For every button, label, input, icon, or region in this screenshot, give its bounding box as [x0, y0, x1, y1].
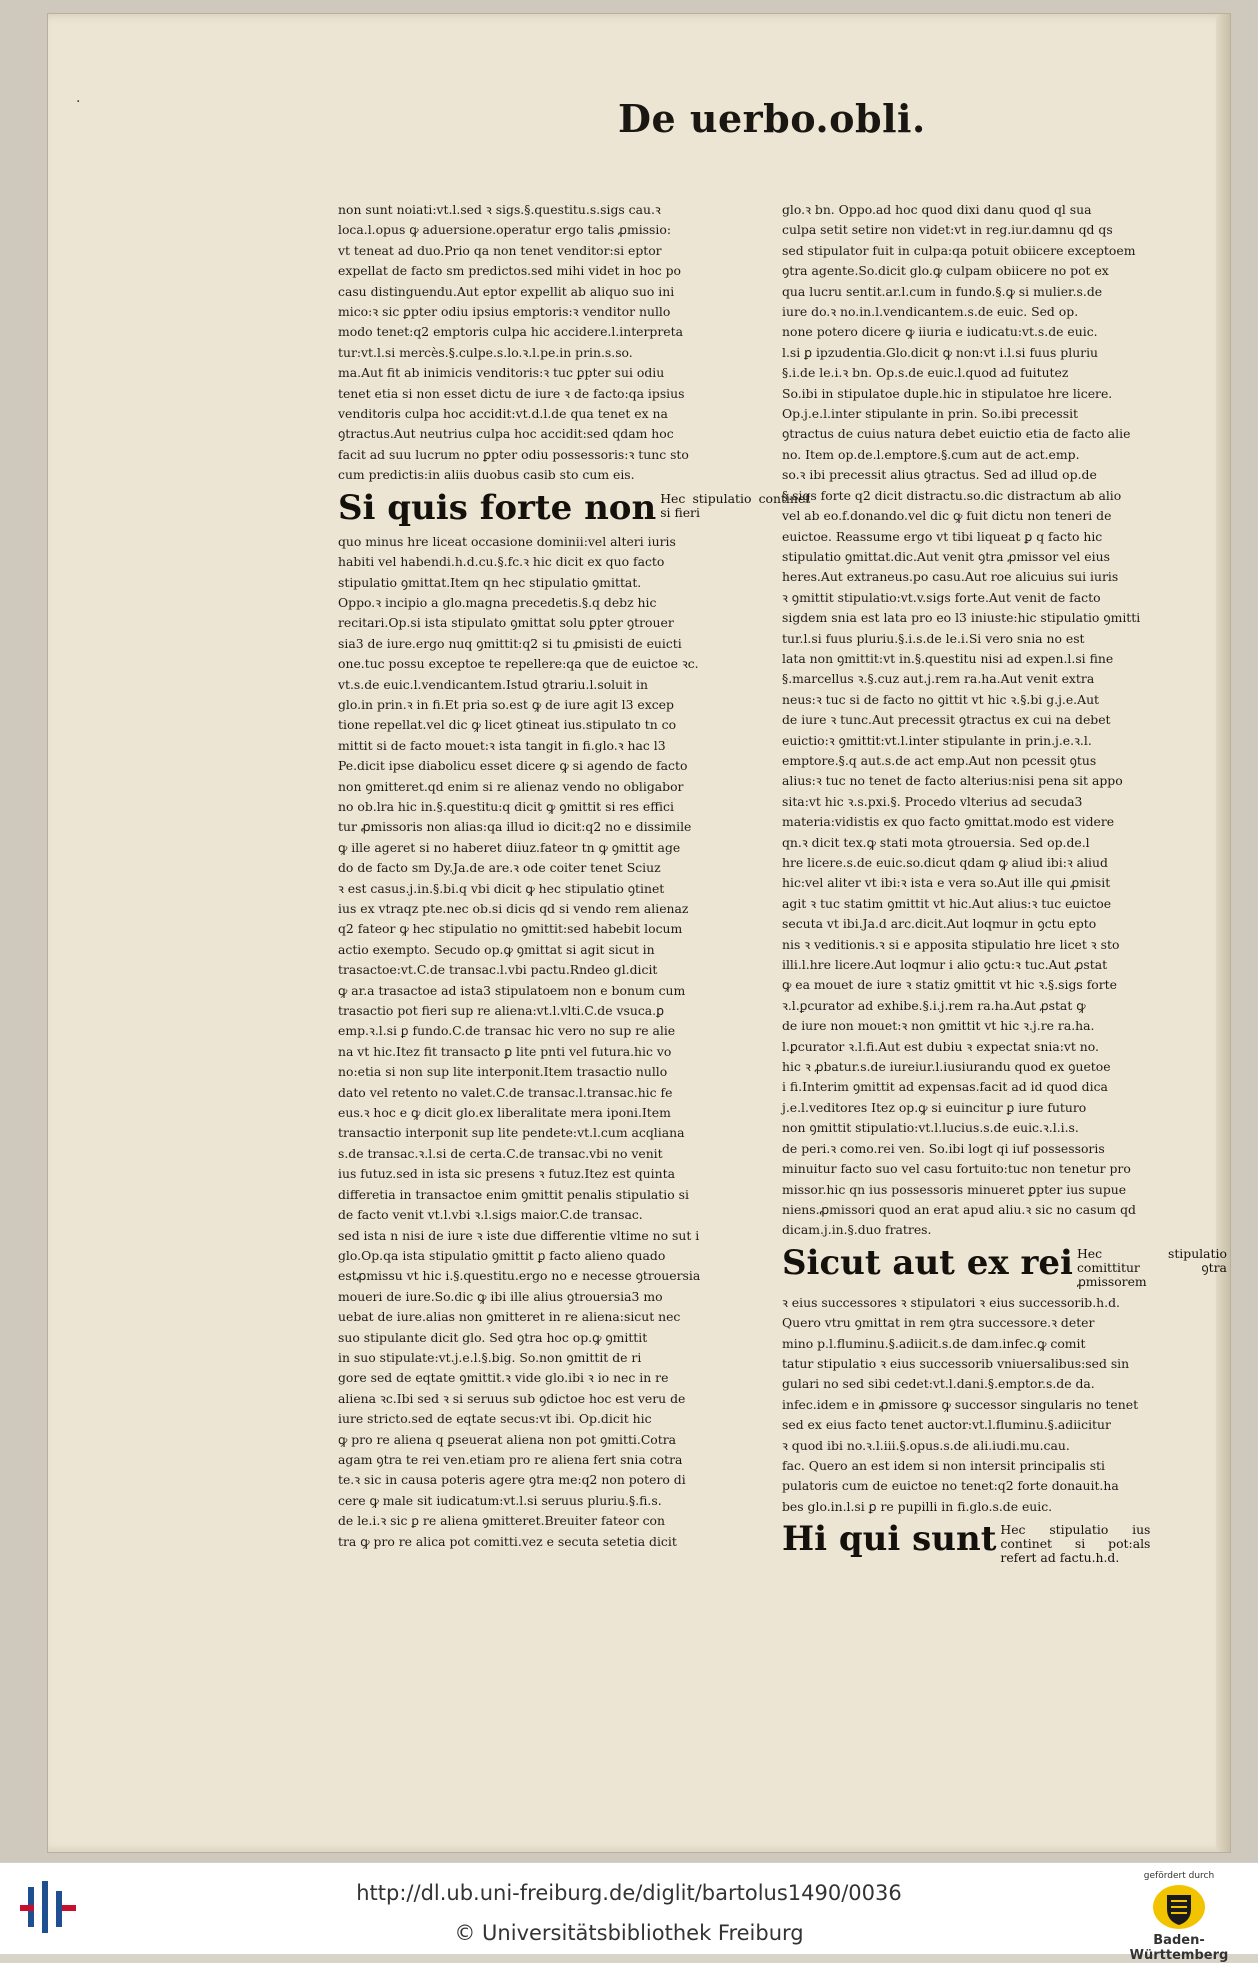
page-edge	[1216, 14, 1230, 1852]
heading-text: Sicut aut ex rei	[782, 1242, 1073, 1283]
section-heading-sicut	[782, 1242, 1227, 1289]
heading-note: Hec stipulatio ius continet si pot:als refert ad factu.h.d.	[1000, 1522, 1151, 1566]
left-text-block-1: non sunt noiati:vt.l.sed ꝛ sigs.§.questitu.s.sigs cau.ꝛ loca.l.opus ꝙ aduersione.operatur ergo talis ꝓmissio: vt teneat ad duo.Prio qa non tenet venditor:si eptor expellat de facto sm predictos.sed mihi videt in hoc po casu distinguendu.Aut eptor expellit ab aliquo suo ini mico:ꝛ sic ꝑpter odiu ipsius emptoris:ꝛ venditor nullo modo tenet:q2 emptoris culpa hic accidere.l.interpreta tur:vt.l.si mercès.§.culpe.s.lo.ꝛ.l.pe.in prin.s.so. ma.Aut fit ab inimicis venditoris:ꝛ tuc ꝑpter sui odiu tenet etia si non esset dictu de iure ꝛ de facto:qa ipsius venditoris culpa hoc accidit:vt.d.l.de qua tenet ex na ꝯtractus.Aut neutrius culpa hoc accidit:sed qdam hoc facit ad suu lucrum no ꝑpter odiu possessoris:ꝛ tunc sto cum predictis:in aliis duobus casib sto cum eis.	[338, 202, 689, 483]
heading-note: Hec stipulatio continet si fieri	[660, 490, 811, 520]
permalink-url[interactable]: http://dl.ub.uni-freiburg.de/diglit/bartolus1490/0036	[356, 1881, 902, 1905]
right-column	[782, 200, 1227, 1569]
running-title: De uerbo.obli.	[618, 96, 926, 141]
margin-mark: ·	[76, 94, 81, 110]
viewer-footer	[0, 1862, 1258, 1963]
funder-badge	[1114, 1871, 1244, 1963]
section-heading-hi-qui	[782, 1519, 1202, 1565]
left-text-block-2: quo minus hre liceat occasione dominii:vel alteri iuris habiti vel habendi.h.d.cu.§.fc.ꝛ hic dicit ex quo facto stipulatio ꝯmittat.Item qn hec stipulatio ꝯmittat. Oppo.ꝛ incipio a glo.magna precedetis.§.q debz hic recitari.Op.si ista stipulato ꝯmittat solu ꝑpter ꝯtrouer sia3 de iure.ergo nuq ꝯmittit:q2 si tu ꝓmisisti de euicti one.tuc possu exceptoe te repellere:qa que de euictoe ꝛc. vt.s.de euic.l.vendicantem.Istud ꝯtrariu.l.soluit in glo.in prin.ꝛ in fi.Et pria so.est ꝙ de iure agit l3 excep tione repellat.vel dic ꝙ licet ꝯtineat ius.stipulato tn co mittit si de facto mouet:ꝛ ista tangit in fi.glo.ꝛ hac l3 Pe.dicit ipse diabolicu esset dicere ꝙ si agendo de facto non ꝯmitteret.qd enim si re alienaz vendo no obligabor no ob.lra hic in.§.questitu:q dicit ꝙ ꝯmittit si res effici tur ꝓmissoris non alias:qa illud io dicit:q2 no e dissimile ꝙ ille ageret si no haberet diiuz.fateor tn ꝙ ꝯmittit age do de facto sm Dy.Ja.de are.ꝛ ode coiter tenet Sciuz ꝛ est casus.j.in.§.bi.q vbi dicit ꝙ hec stipulatio ꝯtinet ius ex vtraqz pte.nec ob.si dicis qd si vendo rem alienaz q2 fateor ꝙ hec stipulatio no ꝯmittit:sed habebit locum actio exempto. Secudo op.ꝙ ꝯmittat si agit sicut in trasactoe:vt.C.de transac.l.vbi pactu.Rndeo gl.dicit ꝙ ar.a trasactoe ad ista3 stipulatoem non e bonum cum trasactio pot fieri sup re aliena:vt.l.vlti.C.de vsuca.ꝑ emp.ꝛ.l.si ꝑ fundo.C.de transac hic vero no sup re alie na vt hic.Itez fit transacto ꝑ lite pnti vel futura.hic vo no:etia si non sup lite interponit.Item trasactio nullo dato vel retento no valet.C.de transac.l.transac.hic fe eus.ꝛ hoc e ꝙ dicit glo.ex liberalitate mera iponi.Item transactio interponit sup lite pendete:vt.l.cum acqliana s.de transac.ꝛ.l.si de certa.C.de transac.vbi no venit ius futuz.sed in ista sic presens ꝛ futuz.Itez est quinta differetia in transactoe enim ꝯmittit penalis stipulatio si de facto venit vt.l.vbi ꝛ.l.sigs maior.C.de transac. sed ista n nisi de iure ꝛ iste due differentie vltime no sut i glo.Op.qa ista stipulatio ꝯmittit ꝑ facto alieno quado estꝓmissu vt hic i.§.questitu.ergo no e necesse ꝯtrouersia moueri de iure.So.dic ꝙ ibi ille alius ꝯtrouersia3 mo uebat de iure.alias non ꝯmitteret in re aliena:sicut nec suo stipulante dicit glo. Sed ꝯtra hoc op.ꝙ ꝯmittit in suo stipulate:vt.j.e.l.§.big. So.non ꝯmittit de ri gore sed de eqtate ꝯmittit.ꝛ vide glo.ibi ꝛ io nec in re aliena ꝛc.Ibi sed ꝛ si seruus sub ꝯdictoe hoc est veru de iure stricto.sed de eqtate secus:vt ibi. Op.dicit hic ꝙ pro re aliena q ꝑseuerat aliena non pot ꝯmitti.Cotra agam ꝯtra te rei ven.etiam pro re aliena fert snia cotra te.ꝛ sic in causa poteris agere ꝯtra me:q2 non potero di cere ꝙ male sit iudicatum:vt.l.si seruus pluriu.§.fi.s. de le.i.ꝛ sic ꝑ re aliena ꝯmitteret.Breuiter fateor con tra ꝙ pro re alica pot comitti.vez e secuta setetia dicit	[338, 533, 701, 1549]
copyright-notice: © Universitätsbibliothek Freiburg	[454, 1921, 804, 1945]
funder-name: Baden-Württemberg	[1129, 1933, 1229, 1963]
book-page	[48, 14, 1230, 1852]
funder-label: gefördert durch	[1143, 1871, 1215, 1881]
heading-note: Hec stipulatio comittitur ꝯtra ꝓmissorem	[1076, 1245, 1227, 1289]
state-seal-icon	[1151, 1883, 1207, 1931]
right-text-block-2: ꝛ eius successores ꝛ stipulatori ꝛ eius successorib.h.d. Quero vtru ꝯmittat in rem ꝯtra successore.ꝛ deter mino p.l.fluminu.§.adiicit.s.de dam.infec.ꝙ comit tatur stipulatio ꝛ eius successorib vniuersalibus:sed sin gulari no sed sibi cedet:vt.l.dani.§.emptor.s.de da. infec.idem e in ꝓmissore ꝙ successor singularis no tenet sed ex eius facto tenet auctor:vt.l.fluminu.§.adiicitur ꝛ quod ibi no.ꝛ.l.iii.§.opus.s.de ali.iudi.mu.cau. fac. Quero an est idem si non intersit principalis sti pulatoris cum de euictoe no tenet:q2 forte donauit.ha bes glo.in.l.si ꝑ re pupilli in fi.glo.s.de euic.	[782, 1294, 1139, 1514]
right-text-block-1: glo.ꝛ bn. Oppo.ad hoc quod dixi danu quod ql sua culpa setit setire non videt:vt in reg.iur.damnu qd qs sed stipulator fuit in culpa:qa potuit obiicere exceptoem ꝯtra agente.So.dicit glo.ꝙ culpam obiicere no pot ex qua lucru sentit.ar.l.cum in fundo.§.ꝙ si mulier.s.de iure do.ꝛ no.in.l.vendicantem.s.de euic. Sed op. none potero dicere ꝙ iiuria e iudicatu:vt.s.de euic. l.si ꝑ ipzudentia.Glo.dicit ꝙ non:vt i.l.si fuus pluriu §.i.de le.i.ꝛ bn. Op.s.de euic.l.quod ad fuitutez So.ibi in stipulatoe duple.hic in stipulatoe hre licere. Op.j.e.l.inter stipulante in prin. So.ibi precessit ꝯtractus de cuius natura debet euictio etia de facto alie no. Item op.de.l.emptore.§.cum aut de act.emp. so.ꝛ ibi precessit alius ꝯtractus. Sed ad illud op.de §.sigs forte q2 dicit distractu.so.dic distractum ab alio vel ab eo.f.donando.vel dic ꝙ fuit dictu non teneri de euictoe. Reassume ergo vt tibi liqueat ꝑ q facto hic stipulatio ꝯmittat.dic.Aut venit ꝯtra ꝓmissor vel eius heres.Aut extraneus.po casu.Aut roe alicuius sui iuris ꝛ ꝯmittit stipulatio:vt.v.sigs forte.Aut venit de facto sigdem snia est lata pro eo l3 iniuste:hic stipulatio ꝯmitti tur.l.si fuus pluriu.§.i.s.de le.i.Si vero snia no est lata non ꝯmittit:vt in.§.questitu nisi ad expen.l.si fine §.marcellus ꝛ.§.cuz aut.j.rem ra.ha.Aut venit extra neus:ꝛ tuc si de facto no ꝯittit vt hic ꝛ.§.bi g.j.e.Aut de iure ꝛ tunc.Aut precessit ꝯtractus ex cui na debet euictio:ꝛ ꝯmittit:vt.l.inter stipulante in prin.j.e.ꝛ.l. emptore.§.q aut.s.de act emp.Aut non pcessit ꝯtus alius:ꝛ tuc no tenet de facto alterius:nisi pena sit appo sita:vt hic ꝛ.s.pxi.§. Procedo vlterius ad secuda3 materia:vidistis ex quo facto ꝯmittat.modo est videre qn.ꝛ dicit tex.ꝙ stati mota ꝯtrouersia. Sed op.de.l hre licere.s.de euic.so.dicut qdam ꝙ aliud ibi:ꝛ aliud hic:vel aliter vt ibi:ꝛ ista e vera so.Aut ille qui ꝓmisit agit ꝛ tuc statim ꝯmittit vt hic.Aut alius:ꝛ tuc euictoe secuta vt ibi.Ja.d arc.dicit.Aut loqmur in ꝯctu epto nis ꝛ veditionis.ꝛ si e apposita stipulatio hre licet ꝛ sto illi.l.hre licere.Aut loqmur i alio ꝯctu:ꝛ tuc.Aut ꝓstat ꝙ ea mouet de iure ꝛ statiz ꝯmittit vt hic ꝛ.§.sigs forte ꝛ.l.ꝑcurator ad exhibe.§.i.j.rem ra.ha.Aut ꝓstat ꝙ de iure non mouet:ꝛ non ꝯmittit vt hic ꝛ.j.re ra.ha. l.ꝑcurator ꝛ.l.fi.Aut est dubiu ꝛ expectat snia:vt no. hic ꝛ ꝓbatur.s.de iureiur.l.iusiurandu quod ex ꝯuetoe i fi.Interim ꝯmittit ad expensas.facit ad id quod dica j.e.l.veditores Itez op.ꝙ si euincitur ꝑ iure futuro non ꝯmittit stipulatio:vt.l.lucius.s.de euic.ꝛ.l.i.s. de peri.ꝛ como.rei ven. So.ibi logt qi iuf possessoris minuitur facto suo vel casu fortuito:tuc non tenetur pro missor.hic qn ius possessoris minueret ꝑpter ius supue niens.ꝓmissori quod an erat apud aliu.ꝛ sic no casum qd dicam.j.in.§.duo fratres.	[782, 202, 1141, 1238]
heading-text: Hi qui sunt	[782, 1519, 997, 1560]
section-heading-si-quis	[338, 487, 811, 528]
left-column	[338, 200, 811, 1552]
heading-text: Si quis forte non	[338, 487, 657, 528]
